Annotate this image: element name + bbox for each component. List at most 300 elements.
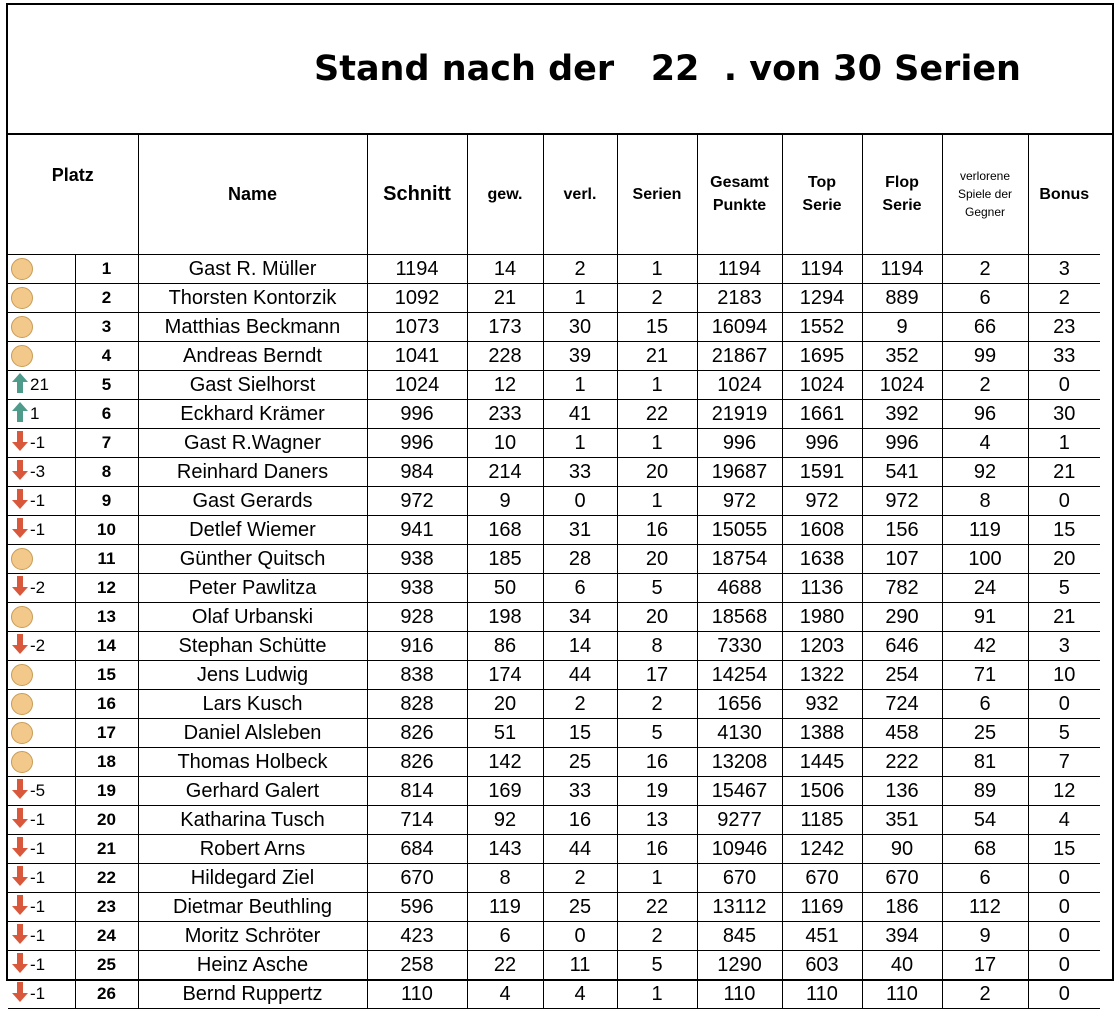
trend-cell xyxy=(8,864,75,893)
top-serie-cell: 1024 xyxy=(782,371,862,400)
table-row xyxy=(8,516,1100,545)
unchanged-circle-icon xyxy=(11,287,33,309)
schnitt-cell: 1041 xyxy=(367,342,467,371)
trend-change: 1 xyxy=(30,404,40,423)
bonus-cell: 5 xyxy=(1028,574,1100,603)
serien-cell: 17 xyxy=(617,661,697,690)
gesamt-punkte-cell: 18568 xyxy=(697,603,782,632)
gesamt-punkte-cell: 4130 xyxy=(697,719,782,748)
trend-cell xyxy=(8,255,75,284)
arrow-down-icon xyxy=(11,488,29,515)
top-serie-cell: 1608 xyxy=(782,516,862,545)
flop-serie-cell: 646 xyxy=(862,632,942,661)
player-name: Moritz Schröter xyxy=(138,922,367,951)
gew-cell: 228 xyxy=(467,342,543,371)
verlorene-spiele-cell: 119 xyxy=(942,516,1028,545)
bonus-cell: 21 xyxy=(1028,603,1100,632)
bonus-cell: 0 xyxy=(1028,893,1100,922)
verl-cell: 44 xyxy=(543,661,617,690)
arrow-down-icon xyxy=(11,430,29,457)
header-verl-sp-line2: Spiele der xyxy=(957,187,1013,201)
flop-serie-cell: 1194 xyxy=(862,255,942,284)
top-serie-cell: 1980 xyxy=(782,603,862,632)
verl-cell: 30 xyxy=(543,313,617,342)
trend-cell xyxy=(8,313,75,342)
top-serie-cell: 1445 xyxy=(782,748,862,777)
flop-serie-cell: 541 xyxy=(862,458,942,487)
verlorene-spiele-cell: 96 xyxy=(942,400,1028,429)
verl-cell: 14 xyxy=(543,632,617,661)
unchanged-circle-icon xyxy=(11,751,33,773)
gew-cell: 198 xyxy=(467,603,543,632)
trend-change: -1 xyxy=(30,897,46,916)
serien-cell: 22 xyxy=(617,400,697,429)
arrow-up-icon xyxy=(11,372,29,399)
trend-cell xyxy=(8,487,75,516)
table-row xyxy=(8,603,1100,632)
flop-serie-cell: 352 xyxy=(862,342,942,371)
trend-cell xyxy=(8,719,75,748)
header-verl-sp-line1: verlorene xyxy=(959,169,1011,183)
table-row xyxy=(8,400,1100,429)
schnitt-cell: 928 xyxy=(367,603,467,632)
verlorene-spiele-cell: 100 xyxy=(942,545,1028,574)
verl-cell: 0 xyxy=(543,487,617,516)
rank-cell: 4 xyxy=(75,342,138,371)
flop-serie-cell: 90 xyxy=(862,835,942,864)
table-row xyxy=(8,545,1100,574)
arrow-up-icon xyxy=(11,401,29,428)
player-name: Jens Ludwig xyxy=(138,661,367,690)
trend-cell xyxy=(8,574,75,603)
top-serie-cell: 670 xyxy=(782,864,862,893)
rank-cell: 15 xyxy=(75,661,138,690)
gesamt-punkte-cell: 4688 xyxy=(697,574,782,603)
flop-serie-cell: 290 xyxy=(862,603,942,632)
gew-cell: 10 xyxy=(467,429,543,458)
verl-cell: 33 xyxy=(543,458,617,487)
verlorene-spiele-cell: 68 xyxy=(942,835,1028,864)
rank-cell: 18 xyxy=(75,748,138,777)
table-row xyxy=(8,980,1100,1009)
flop-serie-cell: 9 xyxy=(862,313,942,342)
gew-cell: 20 xyxy=(467,690,543,719)
schnitt-cell: 1194 xyxy=(367,255,467,284)
serien-cell: 1 xyxy=(617,429,697,458)
bonus-cell: 1 xyxy=(1028,429,1100,458)
trend-change: -1 xyxy=(30,984,46,1003)
unchanged-circle-icon xyxy=(11,722,33,744)
table-row xyxy=(8,777,1100,806)
player-name: Andreas Berndt xyxy=(138,342,367,371)
verl-cell: 39 xyxy=(543,342,617,371)
flop-serie-cell: 107 xyxy=(862,545,942,574)
schnitt-cell: 941 xyxy=(367,516,467,545)
rank-cell: 10 xyxy=(75,516,138,545)
table-row xyxy=(8,806,1100,835)
bonus-cell: 21 xyxy=(1028,458,1100,487)
flop-serie-cell: 889 xyxy=(862,284,942,313)
serien-cell: 20 xyxy=(617,545,697,574)
rank-cell: 26 xyxy=(75,980,138,1009)
unchanged-circle-icon xyxy=(11,664,33,686)
schnitt-cell: 110 xyxy=(367,980,467,1009)
trend-change: -2 xyxy=(30,636,46,655)
flop-serie-cell: 972 xyxy=(862,487,942,516)
bonus-cell: 4 xyxy=(1028,806,1100,835)
schnitt-cell: 684 xyxy=(367,835,467,864)
serien-cell: 5 xyxy=(617,951,697,980)
table-row xyxy=(8,342,1100,371)
trend-change: -1 xyxy=(30,839,46,858)
serien-cell: 15 xyxy=(617,313,697,342)
rank-cell: 23 xyxy=(75,893,138,922)
flop-serie-cell: 254 xyxy=(862,661,942,690)
verl-cell: 11 xyxy=(543,951,617,980)
top-serie-cell: 1506 xyxy=(782,777,862,806)
player-name: Gast R. Müller xyxy=(138,255,367,284)
table-row xyxy=(8,255,1100,284)
header-serien: Serien xyxy=(617,134,697,255)
verlorene-spiele-cell: 54 xyxy=(942,806,1028,835)
trend-cell xyxy=(8,951,75,980)
player-name: Bernd Ruppertz xyxy=(138,980,367,1009)
verlorene-spiele-cell: 71 xyxy=(942,661,1028,690)
trend-cell xyxy=(8,284,75,313)
gesamt-punkte-cell: 7330 xyxy=(697,632,782,661)
gesamt-punkte-cell: 110 xyxy=(697,980,782,1009)
trend-change: -1 xyxy=(30,810,46,829)
bonus-cell: 5 xyxy=(1028,719,1100,748)
arrow-down-icon xyxy=(11,836,29,863)
top-serie-cell: 451 xyxy=(782,922,862,951)
player-name: Gerhard Galert xyxy=(138,777,367,806)
trend-change: -1 xyxy=(30,868,46,887)
top-serie-cell: 1169 xyxy=(782,893,862,922)
rank-cell: 11 xyxy=(75,545,138,574)
unchanged-circle-icon xyxy=(11,316,33,338)
gew-cell: 6 xyxy=(467,922,543,951)
player-name: Gast Gerards xyxy=(138,487,367,516)
unchanged-circle-icon xyxy=(11,606,33,628)
player-name: Matthias Beckmann xyxy=(138,313,367,342)
bonus-cell: 7 xyxy=(1028,748,1100,777)
trend-cell xyxy=(8,371,75,400)
unchanged-circle-icon xyxy=(11,693,33,715)
gew-cell: 173 xyxy=(467,313,543,342)
gesamt-punkte-cell: 1194 xyxy=(697,255,782,284)
player-name: Detlef Wiemer xyxy=(138,516,367,545)
gesamt-punkte-cell: 972 xyxy=(697,487,782,516)
top-serie-cell: 1661 xyxy=(782,400,862,429)
serien-cell: 1 xyxy=(617,980,697,1009)
serien-cell: 2 xyxy=(617,690,697,719)
gesamt-punkte-cell: 16094 xyxy=(697,313,782,342)
rank-cell: 6 xyxy=(75,400,138,429)
verl-cell: 28 xyxy=(543,545,617,574)
serien-cell: 13 xyxy=(617,806,697,835)
top-serie-cell: 1242 xyxy=(782,835,862,864)
verl-cell: 1 xyxy=(543,284,617,313)
top-serie-cell: 1294 xyxy=(782,284,862,313)
table-row xyxy=(8,429,1100,458)
gesamt-punkte-cell: 845 xyxy=(697,922,782,951)
trend-change: -1 xyxy=(30,926,46,945)
player-name: Eckhard Krämer xyxy=(138,400,367,429)
schnitt-cell: 916 xyxy=(367,632,467,661)
top-serie-cell: 1638 xyxy=(782,545,862,574)
trend-cell xyxy=(8,632,75,661)
schnitt-cell: 258 xyxy=(367,951,467,980)
verl-cell: 0 xyxy=(543,922,617,951)
gesamt-punkte-cell: 21919 xyxy=(697,400,782,429)
table-row xyxy=(8,864,1100,893)
top-serie-cell: 972 xyxy=(782,487,862,516)
header-row xyxy=(8,134,1100,255)
verl-cell: 25 xyxy=(543,748,617,777)
serien-cell: 16 xyxy=(617,748,697,777)
trend-change: -1 xyxy=(30,491,46,510)
arrow-down-icon xyxy=(11,894,29,921)
top-serie-cell: 1591 xyxy=(782,458,862,487)
gew-cell: 174 xyxy=(467,661,543,690)
arrow-down-icon xyxy=(11,778,29,805)
table-row xyxy=(8,951,1100,980)
serien-cell: 21 xyxy=(617,342,697,371)
rank-cell: 17 xyxy=(75,719,138,748)
trend-change: -3 xyxy=(30,462,46,481)
flop-serie-cell: 458 xyxy=(862,719,942,748)
top-serie-cell: 1185 xyxy=(782,806,862,835)
top-serie-cell: 603 xyxy=(782,951,862,980)
trend-change: -5 xyxy=(30,781,46,800)
flop-serie-cell: 222 xyxy=(862,748,942,777)
trend-change: -2 xyxy=(30,578,46,597)
rank-cell: 5 xyxy=(75,371,138,400)
rank-cell: 25 xyxy=(75,951,138,980)
gew-cell: 4 xyxy=(467,980,543,1009)
verlorene-spiele-cell: 2 xyxy=(942,980,1028,1009)
flop-serie-cell: 394 xyxy=(862,922,942,951)
arrow-down-icon xyxy=(11,865,29,892)
top-serie-cell: 110 xyxy=(782,980,862,1009)
rank-cell: 13 xyxy=(75,603,138,632)
table-row xyxy=(8,284,1100,313)
serien-cell: 1 xyxy=(617,255,697,284)
title-box xyxy=(8,5,1112,135)
header-gesamt-punkte xyxy=(697,134,782,255)
header-platz: Platz xyxy=(8,134,138,255)
bonus-cell: 10 xyxy=(1028,661,1100,690)
flop-serie-cell: 782 xyxy=(862,574,942,603)
rank-cell: 1 xyxy=(75,255,138,284)
unchanged-circle-icon xyxy=(11,345,33,367)
gew-cell: 119 xyxy=(467,893,543,922)
table-row xyxy=(8,748,1100,777)
verl-cell: 44 xyxy=(543,835,617,864)
flop-serie-cell: 186 xyxy=(862,893,942,922)
player-name: Reinhard Daners xyxy=(138,458,367,487)
gew-cell: 185 xyxy=(467,545,543,574)
verlorene-spiele-cell: 6 xyxy=(942,284,1028,313)
bonus-cell: 15 xyxy=(1028,835,1100,864)
standings-sheet xyxy=(6,3,1114,1005)
trend-cell xyxy=(8,806,75,835)
gew-cell: 50 xyxy=(467,574,543,603)
serien-cell: 5 xyxy=(617,574,697,603)
player-name: Gast Sielhorst xyxy=(138,371,367,400)
serien-cell: 16 xyxy=(617,516,697,545)
bonus-cell: 2 xyxy=(1028,284,1100,313)
gew-cell: 9 xyxy=(467,487,543,516)
gew-cell: 233 xyxy=(467,400,543,429)
bonus-cell: 30 xyxy=(1028,400,1100,429)
verlorene-spiele-cell: 8 xyxy=(942,487,1028,516)
bonus-cell: 15 xyxy=(1028,516,1100,545)
schnitt-cell: 826 xyxy=(367,719,467,748)
schnitt-cell: 814 xyxy=(367,777,467,806)
gew-cell: 8 xyxy=(467,864,543,893)
header-top-line1: Top xyxy=(807,174,837,191)
table-row xyxy=(8,661,1100,690)
verl-cell: 34 xyxy=(543,603,617,632)
trend-cell xyxy=(8,400,75,429)
player-name: Gast R.Wagner xyxy=(138,429,367,458)
table-row xyxy=(8,487,1100,516)
verlorene-spiele-cell: 89 xyxy=(942,777,1028,806)
gew-cell: 22 xyxy=(467,951,543,980)
table-row xyxy=(8,574,1100,603)
gesamt-punkte-cell: 14254 xyxy=(697,661,782,690)
arrow-down-icon xyxy=(11,575,29,602)
verl-cell: 1 xyxy=(543,429,617,458)
gew-cell: 21 xyxy=(467,284,543,313)
header-verl-sp-line3: Gegner xyxy=(964,205,1006,219)
table-row xyxy=(8,371,1100,400)
trend-cell xyxy=(8,603,75,632)
verlorene-spiele-cell: 66 xyxy=(942,313,1028,342)
gesamt-punkte-cell: 996 xyxy=(697,429,782,458)
flop-serie-cell: 392 xyxy=(862,400,942,429)
gesamt-punkte-cell: 15055 xyxy=(697,516,782,545)
arrow-down-icon xyxy=(11,981,29,1008)
schnitt-cell: 596 xyxy=(367,893,467,922)
verlorene-spiele-cell: 92 xyxy=(942,458,1028,487)
gew-cell: 143 xyxy=(467,835,543,864)
verlorene-spiele-cell: 81 xyxy=(942,748,1028,777)
table-row xyxy=(8,922,1100,951)
flop-serie-cell: 351 xyxy=(862,806,942,835)
arrow-down-icon xyxy=(11,633,29,660)
gew-cell: 12 xyxy=(467,371,543,400)
serien-cell: 1 xyxy=(617,487,697,516)
header-flop-line1: Flop xyxy=(885,174,919,191)
rank-cell: 8 xyxy=(75,458,138,487)
serien-cell: 20 xyxy=(617,458,697,487)
verl-cell: 2 xyxy=(543,864,617,893)
arrow-down-icon xyxy=(11,807,29,834)
gesamt-punkte-cell: 670 xyxy=(697,864,782,893)
header-top-line2: Serie xyxy=(802,197,842,214)
rank-cell: 2 xyxy=(75,284,138,313)
header-top-serie xyxy=(782,134,862,255)
trend-cell xyxy=(8,690,75,719)
gesamt-punkte-cell: 10946 xyxy=(697,835,782,864)
bonus-cell: 0 xyxy=(1028,951,1100,980)
trend-cell xyxy=(8,922,75,951)
schnitt-cell: 1092 xyxy=(367,284,467,313)
table-row xyxy=(8,632,1100,661)
table-row xyxy=(8,719,1100,748)
verl-cell: 16 xyxy=(543,806,617,835)
bonus-cell: 0 xyxy=(1028,371,1100,400)
top-serie-cell: 1695 xyxy=(782,342,862,371)
gesamt-punkte-cell: 1290 xyxy=(697,951,782,980)
verlorene-spiele-cell: 2 xyxy=(942,371,1028,400)
trend-change: -1 xyxy=(30,955,46,974)
bonus-cell: 3 xyxy=(1028,632,1100,661)
verl-cell: 1 xyxy=(543,371,617,400)
player-name: Thorsten Kontorzik xyxy=(138,284,367,313)
flop-serie-cell: 1024 xyxy=(862,371,942,400)
serien-cell: 16 xyxy=(617,835,697,864)
gew-cell: 14 xyxy=(467,255,543,284)
schnitt-cell: 996 xyxy=(367,400,467,429)
gew-cell: 142 xyxy=(467,748,543,777)
gew-cell: 92 xyxy=(467,806,543,835)
trend-cell xyxy=(8,835,75,864)
gesamt-punkte-cell: 1024 xyxy=(697,371,782,400)
trend-change: -1 xyxy=(30,520,46,539)
serien-cell: 5 xyxy=(617,719,697,748)
trend-cell xyxy=(8,893,75,922)
rank-cell: 14 xyxy=(75,632,138,661)
rank-cell: 24 xyxy=(75,922,138,951)
table-row xyxy=(8,893,1100,922)
schnitt-cell: 714 xyxy=(367,806,467,835)
serien-cell: 2 xyxy=(617,922,697,951)
verlorene-spiele-cell: 4 xyxy=(942,429,1028,458)
unchanged-circle-icon xyxy=(11,258,33,280)
top-serie-cell: 1194 xyxy=(782,255,862,284)
header-bonus: Bonus xyxy=(1028,134,1100,255)
verlorene-spiele-cell: 99 xyxy=(942,342,1028,371)
schnitt-cell: 938 xyxy=(367,574,467,603)
flop-serie-cell: 110 xyxy=(862,980,942,1009)
gesamt-punkte-cell: 1656 xyxy=(697,690,782,719)
top-serie-cell: 1322 xyxy=(782,661,862,690)
serien-cell: 20 xyxy=(617,603,697,632)
schnitt-cell: 670 xyxy=(367,864,467,893)
arrow-down-icon xyxy=(11,952,29,979)
trend-change: 21 xyxy=(30,375,49,394)
serien-cell: 1 xyxy=(617,371,697,400)
verlorene-spiele-cell: 24 xyxy=(942,574,1028,603)
player-name: Günther Quitsch xyxy=(138,545,367,574)
header-gesamt-line2: Punkte xyxy=(712,197,767,214)
arrow-down-icon xyxy=(11,459,29,486)
trend-cell xyxy=(8,661,75,690)
verl-cell: 2 xyxy=(543,255,617,284)
flop-serie-cell: 670 xyxy=(862,864,942,893)
rank-cell: 22 xyxy=(75,864,138,893)
bonus-cell: 0 xyxy=(1028,980,1100,1009)
top-serie-cell: 1552 xyxy=(782,313,862,342)
schnitt-cell: 423 xyxy=(367,922,467,951)
verl-cell: 33 xyxy=(543,777,617,806)
verl-cell: 31 xyxy=(543,516,617,545)
schnitt-cell: 838 xyxy=(367,661,467,690)
